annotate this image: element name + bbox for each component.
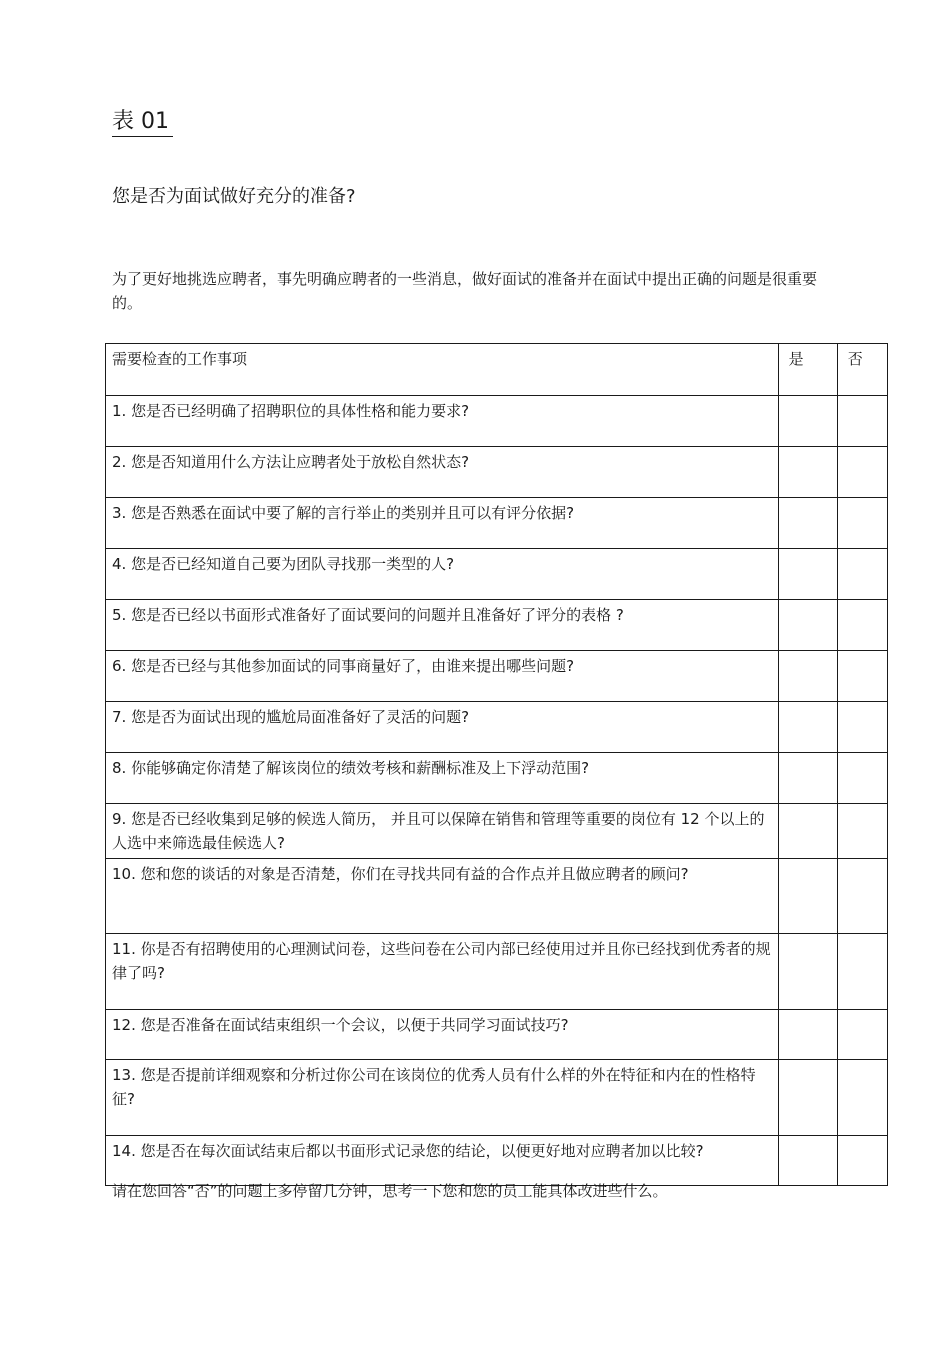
header-no: 否	[837, 344, 887, 396]
row-no-cell[interactable]	[837, 859, 887, 934]
row-item-text: 3. 您是否熟悉在面试中要了解的言行举止的类别并且可以有评分依据?	[106, 498, 779, 549]
row-item-text: 14. 您是否在每次面试结束后都以书面形式记录您的结论，以便更好地对应聘者加以比较?	[106, 1136, 779, 1186]
row-item-text: 13. 您是否提前详细观察和分析过你公司在该岗位的优秀人员有什么样的外在特征和内在的性格特征?	[106, 1060, 779, 1136]
table-row	[106, 1060, 888, 1136]
row-item-text: 1. 您是否已经明确了招聘职位的具体性格和能力要求?	[106, 396, 779, 447]
footer-note: 请在您回答“否”的问题上多停留几分钟，思考一下您和您的员工能具体改进些什么。	[112, 1182, 668, 1200]
row-yes-cell[interactable]	[778, 549, 837, 600]
row-item-text: 6. 您是否已经与其他参加面试的同事商量好了，由谁来提出哪些问题?	[106, 651, 779, 702]
table-row	[106, 549, 888, 600]
row-no-cell[interactable]	[837, 600, 887, 651]
row-yes-cell[interactable]	[778, 396, 837, 447]
row-item-text: 8. 你能够确定你清楚了解该岗位的绩效考核和薪酬标准及上下浮动范围?	[106, 753, 779, 804]
row-yes-cell[interactable]	[778, 753, 837, 804]
table-row	[106, 804, 888, 859]
table-row	[106, 753, 888, 804]
intro-paragraph: 为了更好地挑选应聘者，事先明确应聘者的一些消息，做好面试的准备并在面试中提出正确的问题是很重要的。	[112, 270, 818, 312]
table-row	[106, 600, 888, 651]
row-yes-cell[interactable]	[778, 1136, 837, 1186]
table-row	[106, 934, 888, 1010]
table-row	[106, 651, 888, 702]
row-yes-cell[interactable]	[778, 859, 837, 934]
row-yes-cell[interactable]	[778, 804, 837, 859]
row-no-cell[interactable]	[837, 447, 887, 498]
row-item-text: 4. 您是否已经知道自己要为团队寻找那一类型的人?	[106, 549, 779, 600]
row-yes-cell[interactable]	[778, 1060, 837, 1136]
row-item-text: 5. 您是否已经以书面形式准备好了面试要问的问题并且准备好了评分的表格 ?	[106, 600, 779, 651]
row-no-cell[interactable]	[837, 498, 887, 549]
page-title: 您是否为面试做好充分的准备?	[112, 186, 356, 207]
row-yes-cell[interactable]	[778, 498, 837, 549]
row-item-text: 9. 您是否已经收集到足够的候选人简历， 并且可以保障在销售和管理等重要的岗位有 12 个以上的人选中来筛选最佳候选人?	[106, 804, 779, 859]
table-label: 表 01	[112, 104, 173, 137]
row-yes-cell[interactable]	[778, 934, 837, 1010]
row-item-text: 2. 您是否知道用什么方法让应聘者处于放松自然状态?	[106, 447, 779, 498]
row-item-text: 11. 你是否有招聘使用的心理测试问卷，这些问卷在公司内部已经使用过并且你已经找到优秀者的规律了吗?	[106, 934, 779, 1010]
row-no-cell[interactable]	[837, 934, 887, 1010]
row-yes-cell[interactable]	[778, 702, 837, 753]
row-yes-cell[interactable]	[778, 447, 837, 498]
row-no-cell[interactable]	[837, 1136, 887, 1186]
row-no-cell[interactable]	[837, 651, 887, 702]
row-yes-cell[interactable]	[778, 1010, 837, 1060]
row-item-text: 7. 您是否为面试出现的尴尬局面准备好了灵活的问题?	[106, 702, 779, 753]
row-no-cell[interactable]	[837, 1010, 887, 1060]
table-row	[106, 859, 888, 934]
row-yes-cell[interactable]	[778, 600, 837, 651]
table-row	[106, 447, 888, 498]
header-item: 需要检查的工作事项	[106, 344, 779, 396]
row-item-text: 10. 您和您的谈话的对象是否清楚，你们在寻找共同有益的合作点并且做应聘者的顾问?	[106, 859, 779, 934]
table-row	[106, 498, 888, 549]
row-no-cell[interactable]	[837, 753, 887, 804]
row-no-cell[interactable]	[837, 396, 887, 447]
row-item-text: 12. 您是否准备在面试结束组织一个会议，以便于共同学习面试技巧?	[106, 1010, 779, 1060]
header-yes: 是	[778, 344, 837, 396]
row-no-cell[interactable]	[837, 549, 887, 600]
table-row	[106, 1136, 888, 1186]
table-row	[106, 1010, 888, 1060]
row-no-cell[interactable]	[837, 1060, 887, 1136]
table-row	[106, 396, 888, 447]
row-yes-cell[interactable]	[778, 651, 837, 702]
table-row	[106, 702, 888, 753]
checklist-table	[105, 343, 888, 1186]
table-header-row	[106, 344, 888, 396]
row-no-cell[interactable]	[837, 804, 887, 859]
row-no-cell[interactable]	[837, 702, 887, 753]
